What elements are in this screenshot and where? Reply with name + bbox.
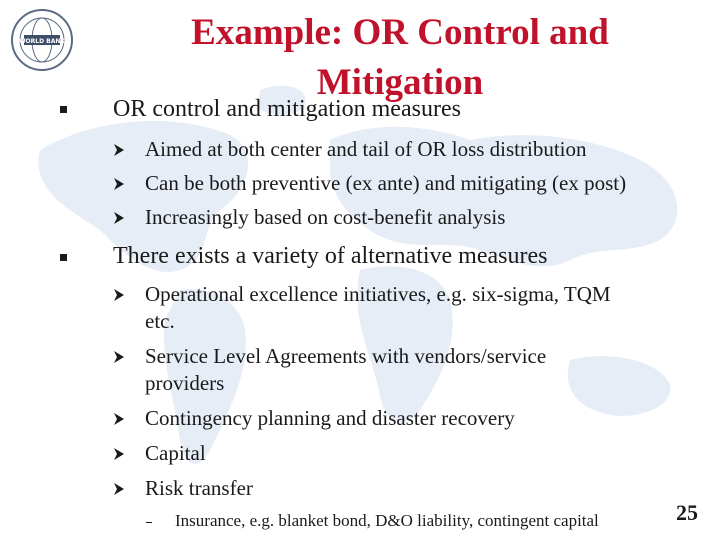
arrow-bullet-icon [112,482,126,496]
bullet-2-item-3: Contingency planning and disaster recovery [145,406,515,430]
bullet-2-item-2: Service Level Agreements with vendors/service [145,344,547,368]
bullet-2-item-1: Operational excellence initiatives, e.g. six-sigma, TQM [145,282,611,306]
slide-title: Example: OR Control and Mitigation [191,12,609,103]
arrow-bullet-icon [112,447,126,461]
arrow-bullet-icon [112,177,126,191]
bullet-2-subitem-1: Insurance, e.g. blanket bond, D&O liability, contingent capital [175,511,599,530]
square-bullet-icon [60,106,67,113]
arrow-bullet-icon [112,143,126,157]
arrow-bullet-icon [112,350,126,364]
bullet-1-item-1: Aimed at both center and tail of OR loss distribution [145,137,587,161]
arrow-bullet-icon [112,288,126,302]
page-number: 25 [676,500,698,525]
bullet-2-item-4: Capital [145,441,206,465]
square-bullet-icon [60,254,67,261]
bullet-1-item-2: Can be both preventive (ex ante) and mitigating (ex post) [145,171,627,195]
bullet-2-item-1-cont: etc. [145,309,175,333]
bullet-1: OR control and mitigation measures [113,96,461,122]
bullet-1-item-3: Increasingly based on cost-benefit analysis [145,205,506,229]
dash-bullet-icon [146,522,152,523]
arrow-bullet-icon [112,211,126,225]
arrow-bullet-icon [112,412,126,426]
bullet-2-item-5: Risk transfer [145,476,253,500]
bullet-2: There exists a variety of alternative measures [113,243,548,269]
bullet-2-item-2-cont: providers [145,371,225,395]
svg-text:WORLD BANK: WORLD BANK [18,38,66,45]
